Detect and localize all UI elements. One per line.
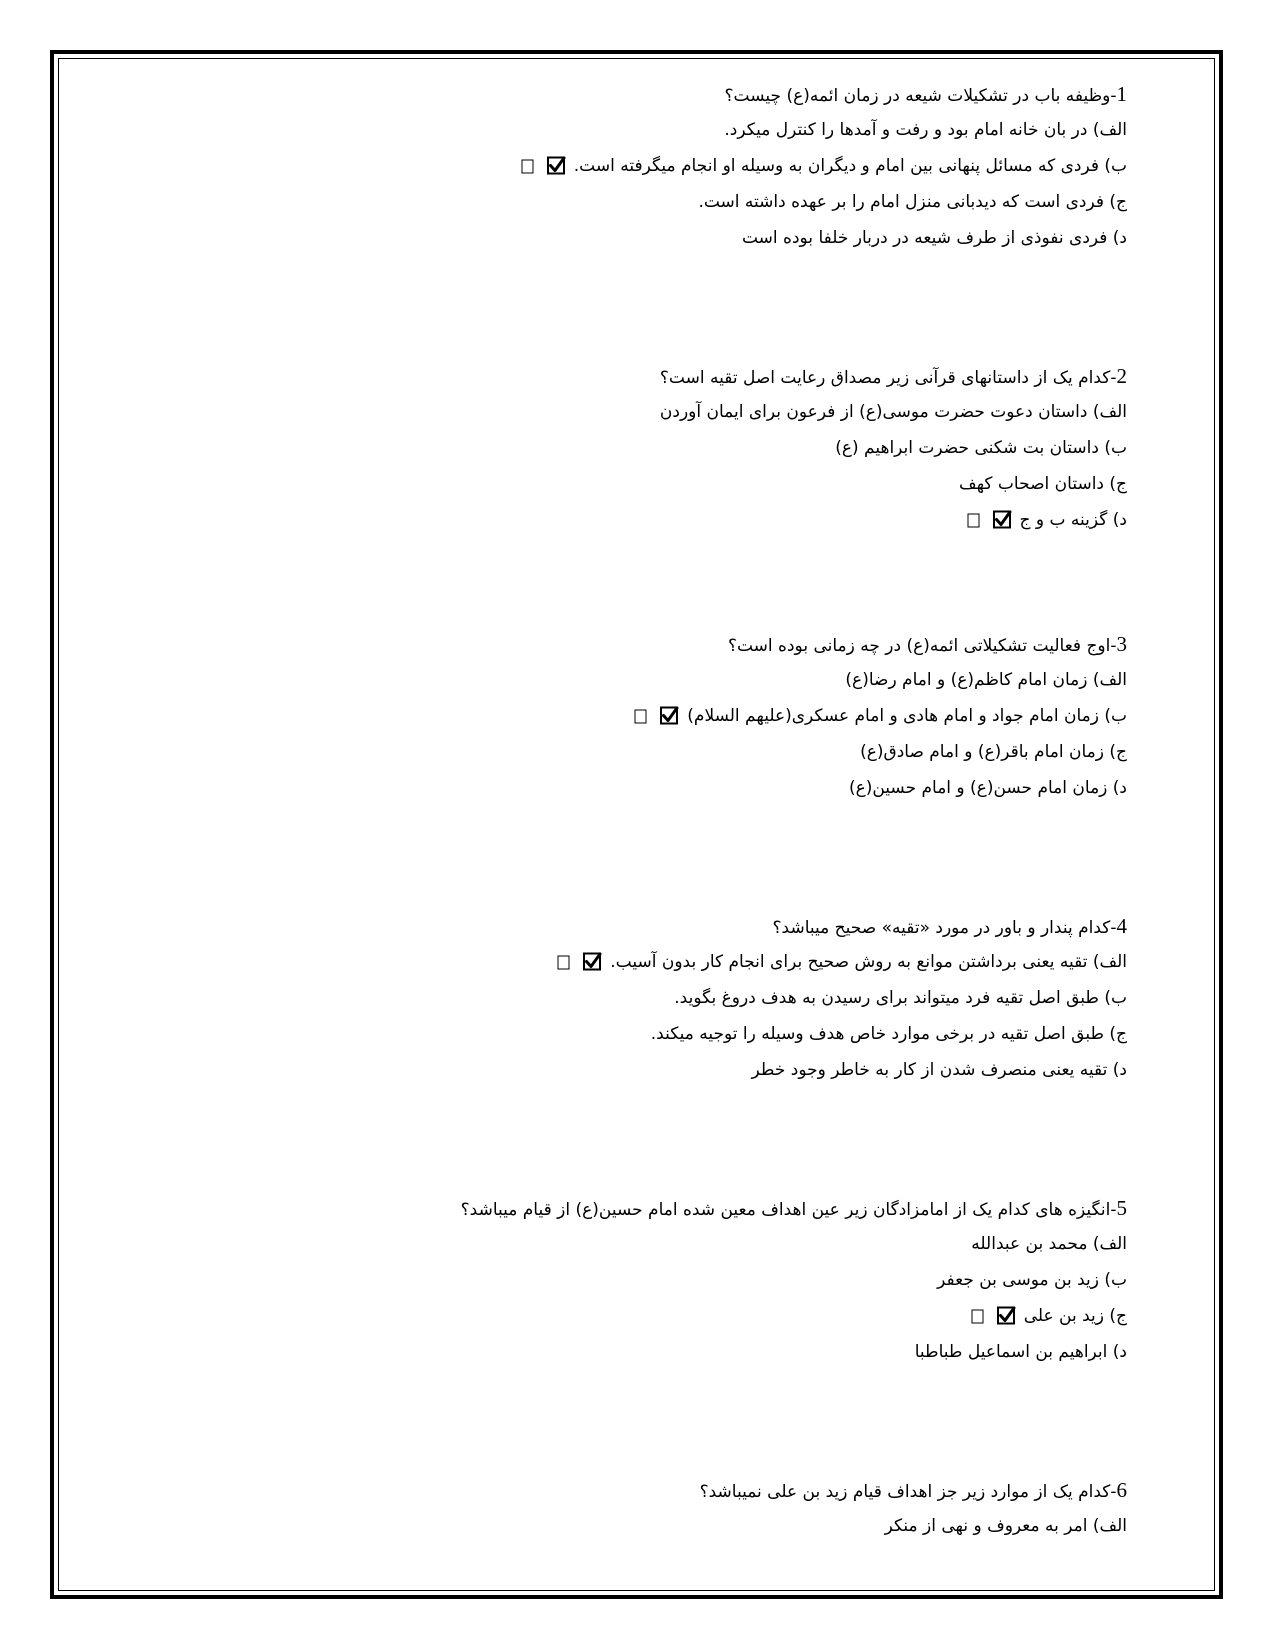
question-1 <box>127 76 1127 256</box>
question-text: -کدام یک از موارد زیر جز اهداف قیام زید بن علی نمیباشد؟ <box>699 1482 1117 1502</box>
answer-option <box>127 770 1127 806</box>
answer-option-text: ج) زمان امام باقر(ع) و امام صادق(ع) <box>860 742 1127 762</box>
question-text: -وظیفه باب در تشکیلات شیعه در زمان ائمه(ع) چیست؟ <box>724 86 1117 106</box>
answer-option-text: د) گزینه ب و ج <box>1019 510 1127 530</box>
answer-option <box>127 112 1127 148</box>
answer-option-text: الف) تقیه یعنی برداشتن موانع به روش صحیح برای انجام کار بدون آسیب. <box>610 952 1127 972</box>
answer-option-text: ب) فردی که مسائل پنهانی بین امام و دیگران به وسیله او انجام میگرفته است. <box>573 156 1127 176</box>
answer-option <box>127 1262 1127 1298</box>
answer-option <box>127 220 1127 256</box>
checked-box-icon <box>556 952 602 972</box>
answer-option <box>127 1334 1127 1370</box>
answer-option <box>127 980 1127 1016</box>
answer-option <box>127 184 1127 220</box>
answer-option-text: د) ابراهیم بن اسماعیل طباطبا <box>914 1342 1127 1362</box>
answer-option-text: ج) داستان اصحاب کهف <box>959 474 1127 494</box>
answer-option <box>127 1016 1127 1052</box>
answer-option-text: ب) زمان امام جواد و امام هادی و امام عسکری(علیهم السلام) <box>687 706 1127 726</box>
question-spacer <box>127 538 1127 626</box>
question-spacer <box>127 1088 1127 1190</box>
checked-box-icon <box>520 156 566 176</box>
question-number: 2 <box>1116 364 1127 388</box>
question-title <box>127 1472 1127 1508</box>
answer-option <box>127 394 1127 430</box>
answer-option-text: ج) طبق اصل تقیه در برخی موارد خاص هدف وسیله را توجیه میکند. <box>650 1024 1127 1044</box>
answer-option-text: الف) زمان امام کاظم(ع) و امام رضا(ع) <box>845 670 1127 690</box>
question-spacer <box>127 806 1127 908</box>
answer-option <box>127 466 1127 502</box>
answer-option-text: الف) امر به معروف و نهی از منکر <box>884 1516 1127 1536</box>
answer-option-text: ج) زید بن علی <box>1023 1306 1127 1326</box>
answer-option <box>127 662 1127 698</box>
quiz-content <box>127 76 1127 1544</box>
question-text: -کدام پندار و باور در مورد «تقیه» صحیح میباشد؟ <box>772 918 1117 938</box>
answer-option-text: د) تقیه یعنی منصرف شدن از کار به خاطر وجود خطر <box>751 1060 1127 1080</box>
question-number: 6 <box>1116 1478 1127 1502</box>
question-title <box>127 626 1127 662</box>
answer-option-text: الف) در بان خانه امام بود و رفت و آمدها را کنترل میکرد. <box>724 120 1127 140</box>
answer-option <box>127 502 1127 538</box>
question-6 <box>127 1472 1127 1544</box>
answer-option-text: الف) محمد بن عبدالله <box>971 1234 1127 1254</box>
question-number: 1 <box>1116 82 1127 106</box>
answer-option <box>127 1298 1127 1334</box>
checked-box-icon <box>970 1306 1016 1326</box>
question-number: 3 <box>1116 632 1127 656</box>
answer-option <box>127 1226 1127 1262</box>
answer-option-text: ج) فردی است که دیدبانی منزل امام را بر عهده داشته است. <box>698 192 1127 212</box>
answer-option <box>127 698 1127 734</box>
answer-option <box>127 148 1127 184</box>
question-3 <box>127 626 1127 806</box>
question-title <box>127 76 1127 112</box>
question-text: -اوج فعالیت تشکیلاتی ائمه(ع) در چه زمانی بوده است؟ <box>727 636 1117 656</box>
question-2 <box>127 358 1127 538</box>
question-text: -کدام یک از داستانهای قرآنی زیر مصداق رعایت اصل تقیه است؟ <box>659 368 1117 388</box>
answer-option-text: الف) داستان دعوت حضرت موسی(ع) از فرعون برای ایمان آوردن <box>659 402 1127 422</box>
question-5 <box>127 1190 1127 1370</box>
answer-option-text: ب) داستان بت شکنی حضرت ابراهیم (ع) <box>835 438 1127 458</box>
answer-option <box>127 1052 1127 1088</box>
question-spacer <box>127 256 1127 358</box>
answer-option <box>127 430 1127 466</box>
answer-option-text: د) فردی نفوذی از طرف شیعه در دربار خلفا بوده است <box>741 228 1127 248</box>
question-number: 5 <box>1116 1196 1127 1220</box>
question-title <box>127 358 1127 394</box>
question-4 <box>127 908 1127 1088</box>
question-title <box>127 1190 1127 1226</box>
question-spacer <box>127 1370 1127 1472</box>
answer-option-text: د) زمان امام حسن(ع) و امام حسین(ع) <box>848 778 1127 798</box>
answer-option-text: ب) زید بن موسی بن جعفر <box>937 1270 1127 1290</box>
answer-option-text: ب) طبق اصل تقیه فرد میتواند برای رسیدن به هدف دروغ بگوید. <box>674 988 1127 1008</box>
checked-box-icon <box>633 706 679 726</box>
answer-option <box>127 734 1127 770</box>
answer-option <box>127 1508 1127 1544</box>
question-text: -انگیزه های کدام یک از امامزادگان زیر عین اهداف معین شده امام حسین(ع) از قیام میباشد؟ <box>460 1200 1117 1220</box>
checked-box-icon <box>966 510 1012 530</box>
question-number: 4 <box>1116 914 1127 938</box>
answer-option <box>127 944 1127 980</box>
question-title <box>127 908 1127 944</box>
